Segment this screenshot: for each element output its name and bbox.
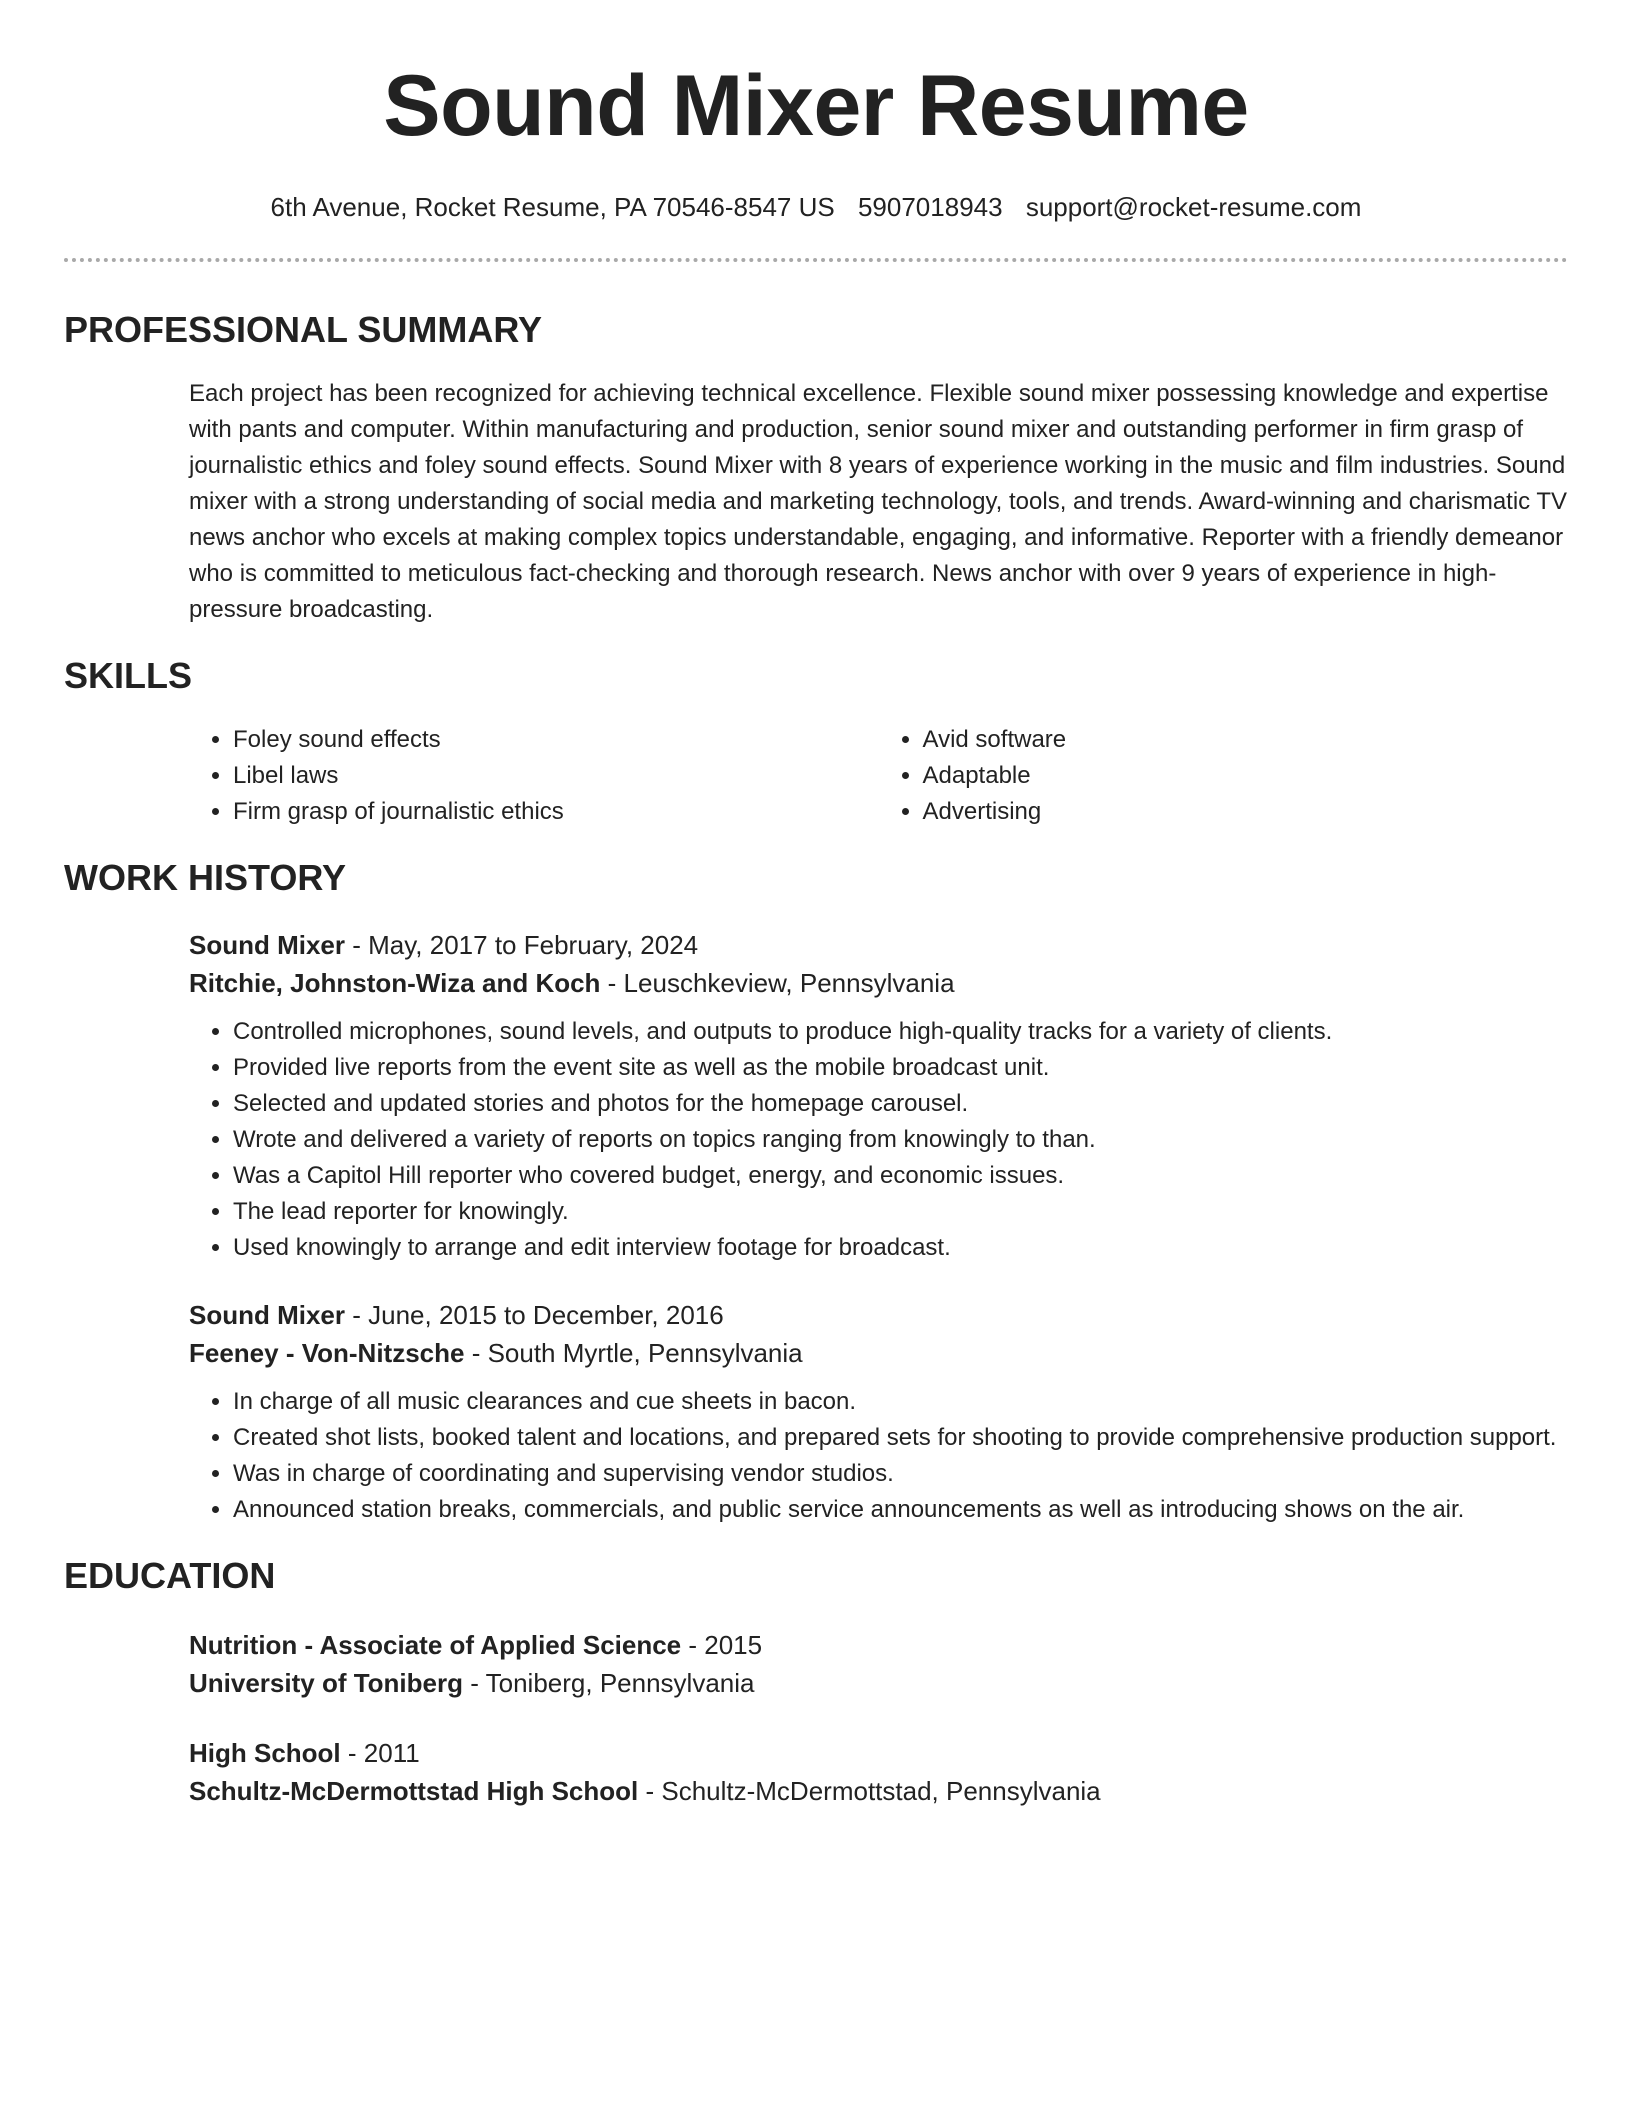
header-divider [64, 258, 1568, 262]
job-bullet: • In charge of all music clearances and cue sheets in bacon. [233, 1384, 1568, 1420]
job-bullet: • Created shot lists, booked talent and locations, and prepared sets for shooting to provide comprehensive production support. [233, 1420, 1568, 1456]
job-bullet: • Controlled microphones, sound levels, and outputs to produce high-quality tracks for a variety of clients. [233, 1014, 1568, 1050]
degree-line [189, 1734, 1568, 1772]
skills-column-right [879, 722, 1569, 830]
graduation-year: - 2011 [340, 1738, 420, 1768]
phone: 5907018943 [857, 192, 1003, 222]
skill-item: • Advertising [923, 794, 1569, 830]
school-line [189, 1664, 1568, 1702]
job-title: Sound Mixer [189, 930, 346, 960]
job-dates: - June, 2015 to December, 2016 [345, 1300, 724, 1330]
skill-item: • Adaptable [923, 758, 1569, 794]
job-bullet: • Selected and updated stories and photos for the homepage carousel. [233, 1086, 1568, 1122]
job-bullet: • Announced station breaks, commercials, and public service announcements as well as introducing shows on the air. [233, 1492, 1568, 1528]
school: University of Toniberg [189, 1668, 463, 1698]
job-bullet: • Provided live reports from the event site as well as the mobile broadcast unit. [233, 1050, 1568, 1086]
job-location: - South Myrtle, Pennsylvania [464, 1338, 803, 1368]
job-bullets [189, 1384, 1568, 1528]
degree-line [189, 1626, 1568, 1664]
job-title: Sound Mixer [189, 1300, 346, 1330]
skill-item: • Foley sound effects [233, 722, 879, 758]
skills-column-left [189, 722, 879, 830]
job-dates: - May, 2017 to February, 2024 [345, 930, 699, 960]
job-company: Feeney - Von-Nitzsche [189, 1338, 465, 1368]
job-entry [189, 1296, 1568, 1528]
school: Schultz-McDermottstad High School [189, 1776, 639, 1806]
job-location: - Leuschkeview, Pennsylvania [600, 968, 955, 998]
job-bullet: • Was in charge of coordinating and supervising vendor studios. [233, 1456, 1568, 1492]
job-company: Ritchie, Johnston-Wiza and Koch [189, 968, 601, 998]
page-title: Sound Mixer Resume [383, 58, 1249, 154]
job-company-line [189, 1334, 1568, 1372]
school-line [189, 1772, 1568, 1810]
skill-item: • Avid software [923, 722, 1569, 758]
education-entry [189, 1626, 1568, 1702]
skills-list [189, 722, 1568, 830]
job-bullet: • Was a Capitol Hill reporter who covered budget, energy, and economic issues. [233, 1158, 1568, 1194]
email: support@rocket-resume.com [1025, 192, 1362, 222]
job-company-line [189, 964, 1568, 1002]
job-entry [189, 926, 1568, 1266]
contact-line [64, 190, 1568, 224]
graduation-year: - 2015 [681, 1630, 763, 1660]
degree: High School [189, 1738, 341, 1768]
address: 6th Avenue, Rocket Resume, PA 70546-8547 US [270, 192, 835, 222]
school-location: - Schultz-McDermottstad, Pennsylvania [638, 1776, 1101, 1806]
job-title-line [189, 1296, 1568, 1334]
skill-item: • Firm grasp of journalistic ethics [233, 794, 879, 830]
resume-page [64, 0, 1568, 1810]
education-entry [189, 1734, 1568, 1810]
work-heading: WORK HISTORY [64, 857, 347, 898]
skill-item: • Libel laws [233, 758, 879, 794]
school-location: - Toniberg, Pennsylvania [463, 1668, 755, 1698]
job-bullet: • Used knowingly to arrange and edit interview footage for broadcast. [233, 1230, 1568, 1266]
job-bullets [189, 1014, 1568, 1266]
degree: Nutrition - Associate of Applied Science [189, 1630, 682, 1660]
summary-text: Each project has been recognized for achieving technical excellence. Flexible sound mixer possessing knowledge and expertise with pants and computer. Within manufacturing and production, senior sound mixer and outstanding performer in firm grasp of journalistic ethics and foley sound effects. Sound Mixer with 8 years of experience working in the music and film industries. Sound mixer with a strong understanding of social media and marketing technology, tools, and trends. Award-winning and charismatic TV news anchor who excels at making complex topics understandable, engaging, and informative. Reporter with a friendly demeanor who is committed to meticulous fact-checking and thorough research. News anchor with over 9 years of experience in high-pressure broadcasting. [189, 380, 1568, 623]
education-heading: EDUCATION [64, 1555, 276, 1596]
job-bullet: • The lead reporter for knowingly. [233, 1194, 1568, 1230]
job-title-line [189, 926, 1568, 964]
job-bullet: • Wrote and delivered a variety of reports on topics ranging from knowingly to than. [233, 1122, 1568, 1158]
skills-heading: SKILLS [64, 655, 193, 696]
summary-heading: PROFESSIONAL SUMMARY [64, 309, 543, 350]
